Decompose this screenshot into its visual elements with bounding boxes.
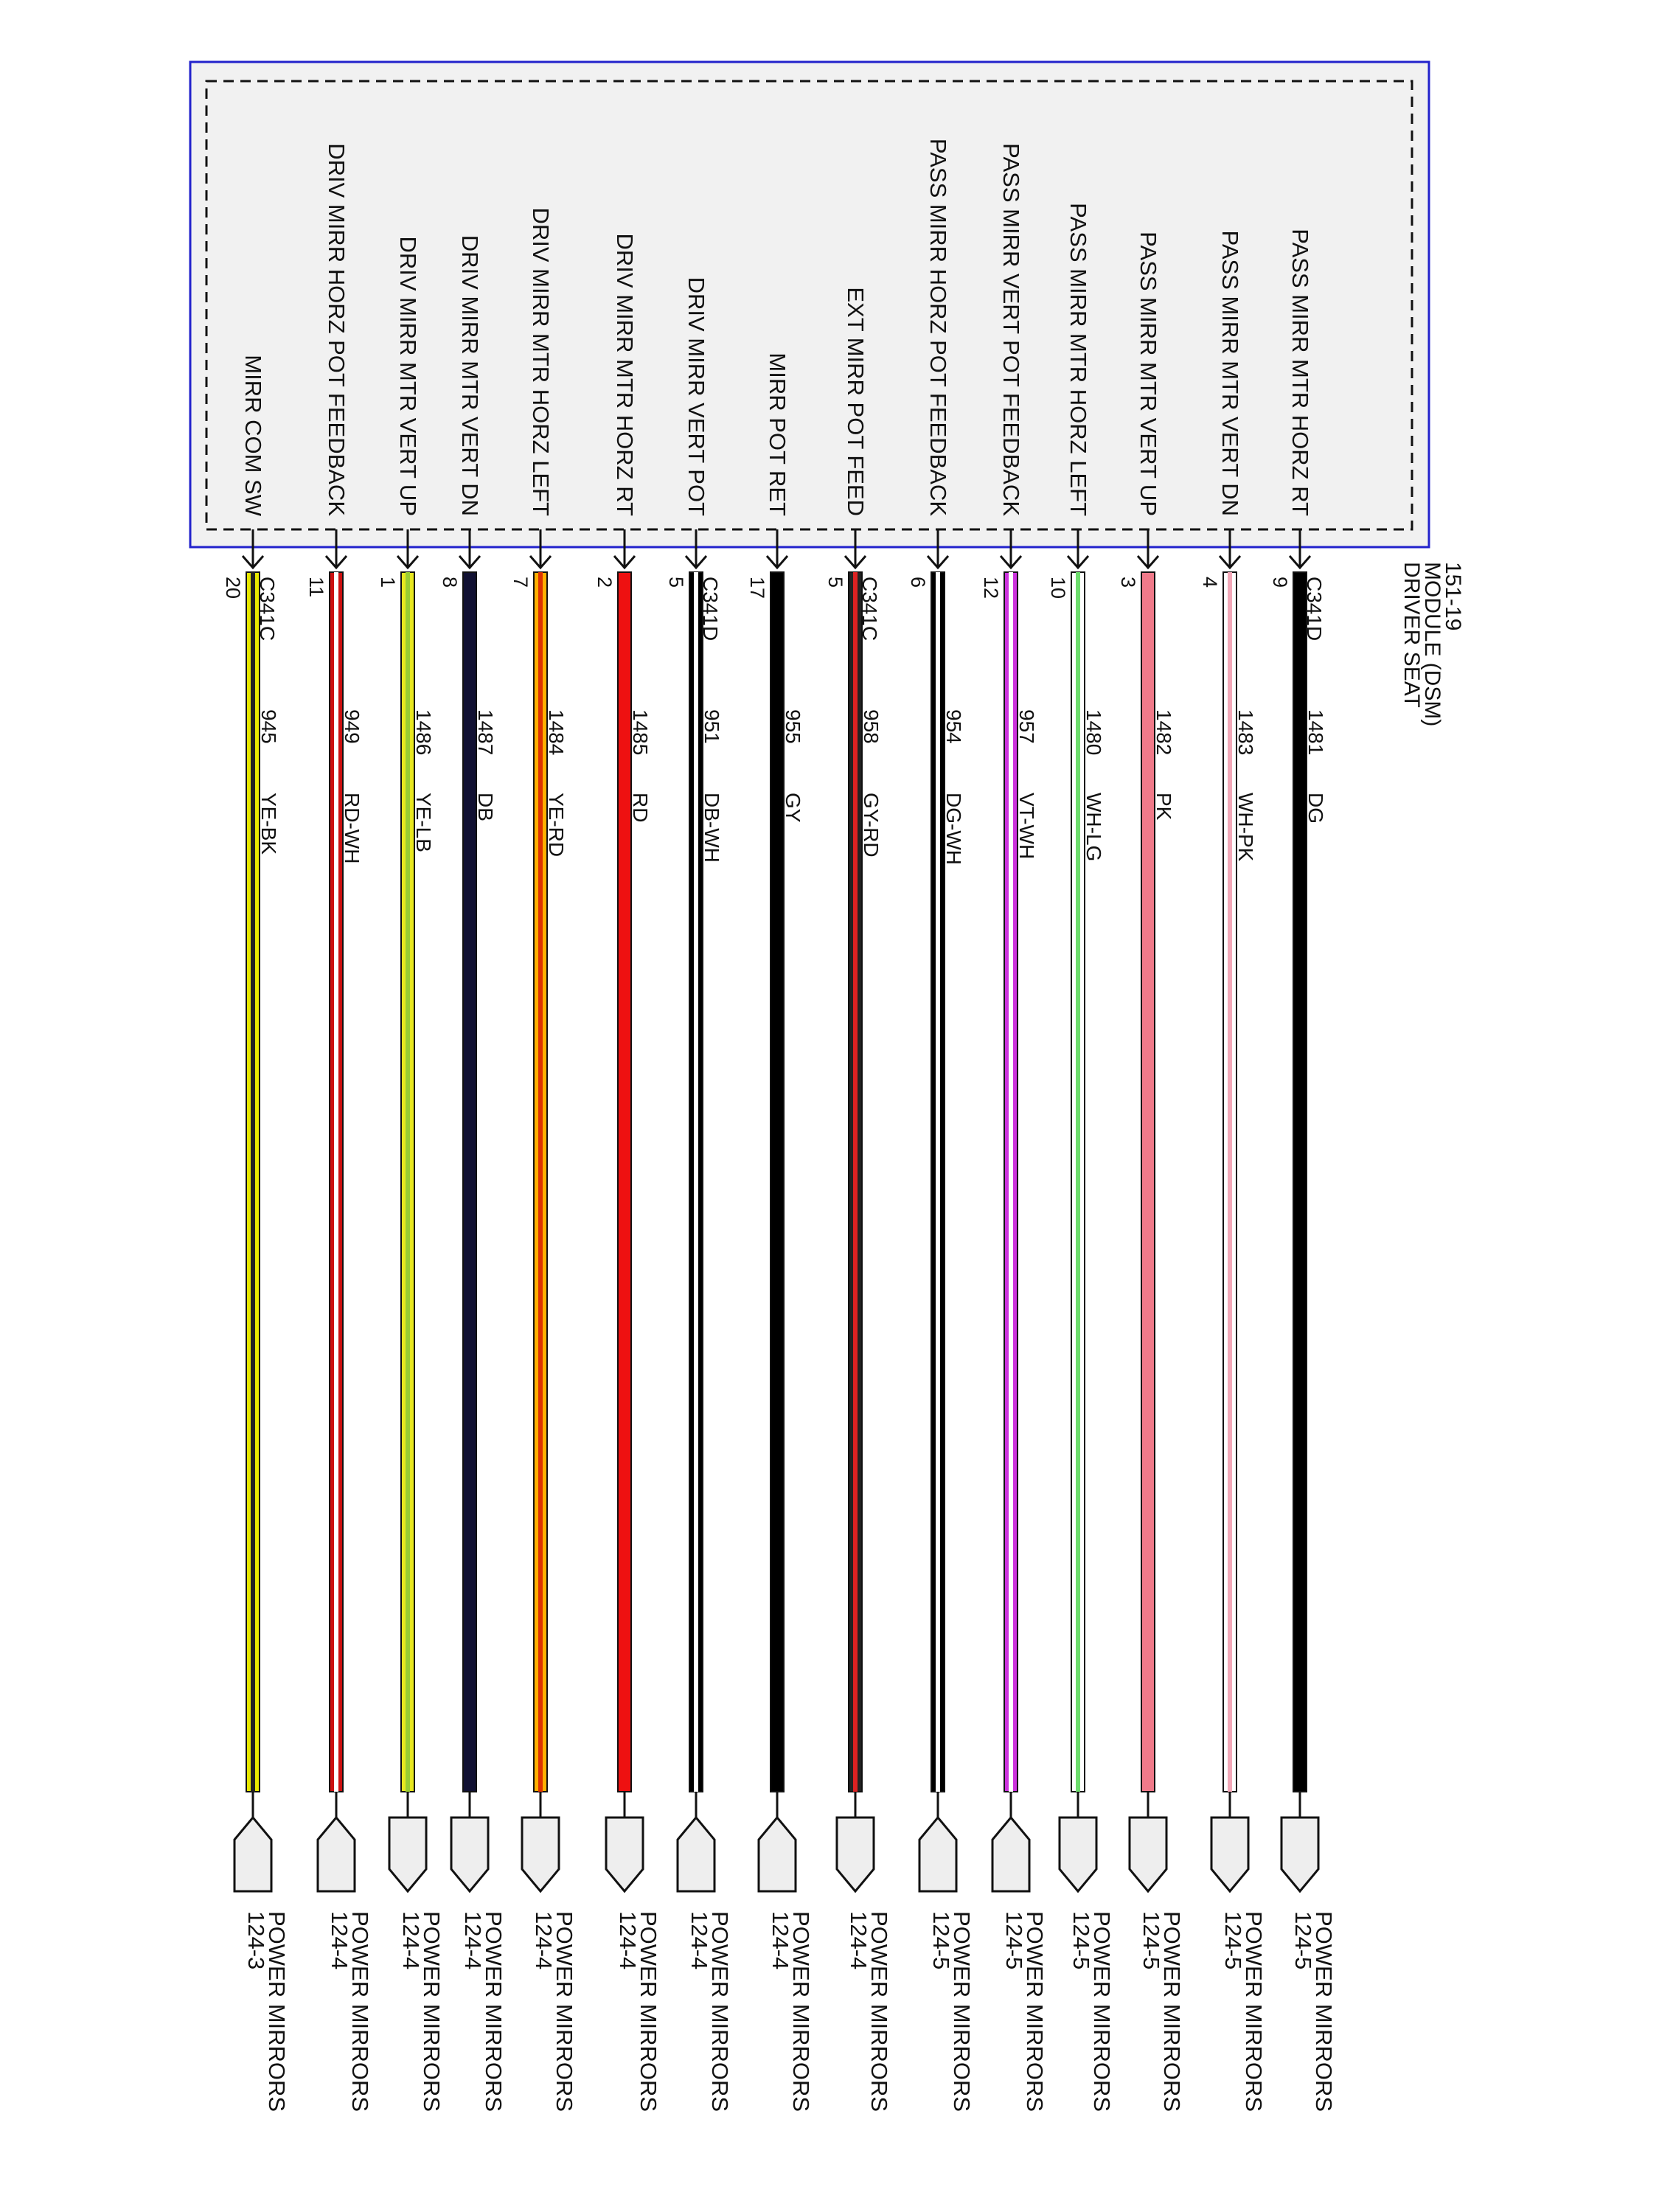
wire-label: PASS MIRR MTR HORZ RT [1287,229,1313,516]
circuit-number: 1487 [474,709,497,756]
color-code: WH-LG [1082,793,1105,862]
destination-name: POWER MIRRORS [264,1911,290,2112]
wire-label: MIRR COM SW [240,355,266,516]
destination-page: 124-5 [1001,1911,1027,1970]
destination-connector [837,1818,874,1891]
destination-connector [759,1818,796,1891]
wire-stripe [936,572,940,1792]
color-code: DB [474,793,497,821]
destination-name: POWER MIRRORS [1241,1911,1267,2112]
wire-label: DRIV MIRR VERT POT [684,276,709,516]
destination-name: POWER MIRRORS [1159,1911,1185,2112]
wire-stripe [1228,572,1232,1792]
destination-connector [389,1818,426,1891]
color-code: YE-BK [257,793,280,855]
pin-number: 8 [439,577,461,588]
module-title [1399,562,1465,726]
destination-name: POWER MIRRORS [1022,1911,1048,2112]
wire-stripe [334,572,338,1792]
wire-label: DRIV MIRR MTR VERT UP [395,236,421,516]
color-code: YE-LB [412,793,435,852]
pin-number: 5 [824,577,846,588]
wire-label: PASS MIRR MTR VERT UP [1135,232,1161,516]
wire-951 [665,277,733,2112]
wire-stripe [853,572,858,1792]
destination-connector [1281,1818,1318,1891]
module-name-line1: DRIVER SEAT [1399,562,1424,708]
module-ref: 151-19 [1441,562,1465,631]
pin-number: 11 [305,577,327,598]
circuit-number: 945 [257,709,280,744]
connector-id: C341C [256,577,279,641]
circuit-number: 1481 [1304,709,1327,756]
color-code: PK [1152,793,1175,821]
destination-connector [1130,1818,1166,1891]
destination-page: 124-5 [928,1911,954,1970]
destination-connector [451,1818,488,1891]
pin-number: 4 [1199,577,1221,588]
wire-label: DRIV MIRR MTR VERT DN [457,234,483,516]
destination-name: POWER MIRRORS [1089,1911,1115,2112]
destination-connector [992,1818,1029,1891]
destination-name: POWER MIRRORS [949,1911,975,2112]
wire-stripe [1076,572,1080,1792]
connector-id: C341D [699,577,722,641]
destination-page: 124-5 [1220,1911,1246,1970]
destination-page: 124-5 [1290,1911,1316,1970]
pin-number: 17 [746,577,768,599]
pin-number: 20 [222,577,244,599]
wire-955 [746,352,814,2112]
destination-page: 124-4 [686,1911,712,1970]
pin-number: 2 [594,577,616,588]
destination-connector [1060,1818,1096,1891]
pin-number: 12 [980,577,1002,599]
wire-945 [222,355,290,2112]
color-code: WH-PK [1234,793,1257,862]
destination-page: 124-4 [615,1911,641,1970]
color-code: DB-WH [700,793,723,863]
destination-name: POWER MIRRORS [419,1911,445,2112]
color-code: YE-RD [545,793,568,858]
wire-label: DRIV MIRR HORZ POT FEEDBACK [324,143,349,516]
connector-id: C341C [858,577,881,641]
wire-stripe [406,572,410,1792]
destination-name: POWER MIRRORS [347,1911,373,2112]
circuit-number: 949 [341,709,364,744]
destination-page: 124-5 [1138,1911,1164,1970]
destination-name: POWER MIRRORS [866,1911,892,2112]
color-code: RD [629,793,652,823]
destination-page: 124-5 [1068,1911,1094,1970]
wire-stripe [1009,572,1013,1792]
circuit-number: 951 [700,709,723,744]
circuit-number: 1483 [1234,709,1257,756]
destination-page: 124-3 [243,1911,269,1970]
destination-page: 124-4 [398,1911,424,1970]
pin-number: 7 [509,577,532,588]
destination-connector [606,1818,643,1891]
circuit-number: 1486 [412,709,435,756]
circuit-number: 1480 [1082,709,1105,756]
circuit-number: 1482 [1152,709,1175,756]
circuit-number: 957 [1015,709,1038,744]
wire-label: DRIV MIRR MTR HORZ LEFT [528,207,554,516]
pin-number: 1 [377,577,399,588]
circuit-number: 1484 [545,709,568,756]
destination-connector [522,1818,559,1891]
color-code: GY [782,793,804,823]
color-code: GY-RD [860,793,883,858]
destination-page: 124-4 [768,1911,793,1970]
wire-stripe [694,572,698,1792]
wire-label: EXT MIRR POT FEED [843,287,869,516]
pin-number: 9 [1269,577,1291,588]
wire-label: DRIV MIRR MTR HORZ RT [612,233,638,516]
circuit-number: 954 [942,709,965,744]
destination-connector [678,1818,714,1891]
wire-label: PASS MIRR MTR HORZ LEFT [1065,203,1091,516]
connector-id: C341D [1303,577,1326,641]
destination-name: POWER MIRRORS [552,1911,577,2112]
wire-body [771,572,784,1792]
wire-stripe [538,572,543,1792]
wire-stripe [251,572,255,1792]
circuit-number: 1485 [629,709,652,756]
module-name-line2: MODULE (DSM) [1420,562,1444,727]
wire-label: PASS MIRR HORZ POT FEEDBACK [925,138,951,516]
circuit-number: 958 [860,709,883,744]
destination-connector [318,1818,355,1891]
wire-label: MIRR POT RET [765,352,790,516]
color-code: DG [1304,793,1327,824]
destination-name: POWER MIRRORS [1311,1911,1337,2112]
destination-page: 124-4 [531,1911,557,1970]
wire-label: PASS MIRR MTR VERT DN [1217,230,1243,516]
pin-number: 3 [1117,577,1139,588]
destination-page: 124-4 [327,1911,352,1970]
pin-number: 5 [665,577,687,588]
destination-name: POWER MIRRORS [788,1911,814,2112]
destination-connector [234,1818,271,1891]
pin-number: 10 [1047,577,1069,599]
destination-connector [919,1818,956,1891]
pin-number: 6 [907,577,929,588]
destination-page: 124-4 [460,1911,486,1970]
wire-958 [824,287,892,2112]
destination-name: POWER MIRRORS [707,1911,733,2112]
wire-label: PASS MIRR VERT POT FEEDBACK [998,143,1024,516]
color-code: VT-WH [1015,793,1038,860]
destination-name: POWER MIRRORS [636,1911,661,2112]
circuit-number: 955 [782,709,804,744]
destination-page: 124-4 [846,1911,872,1970]
destination-connector [1211,1818,1248,1891]
destination-name: POWER MIRRORS [481,1911,507,2112]
color-code: RD-WH [341,793,364,864]
color-code: DG-WH [942,793,965,865]
